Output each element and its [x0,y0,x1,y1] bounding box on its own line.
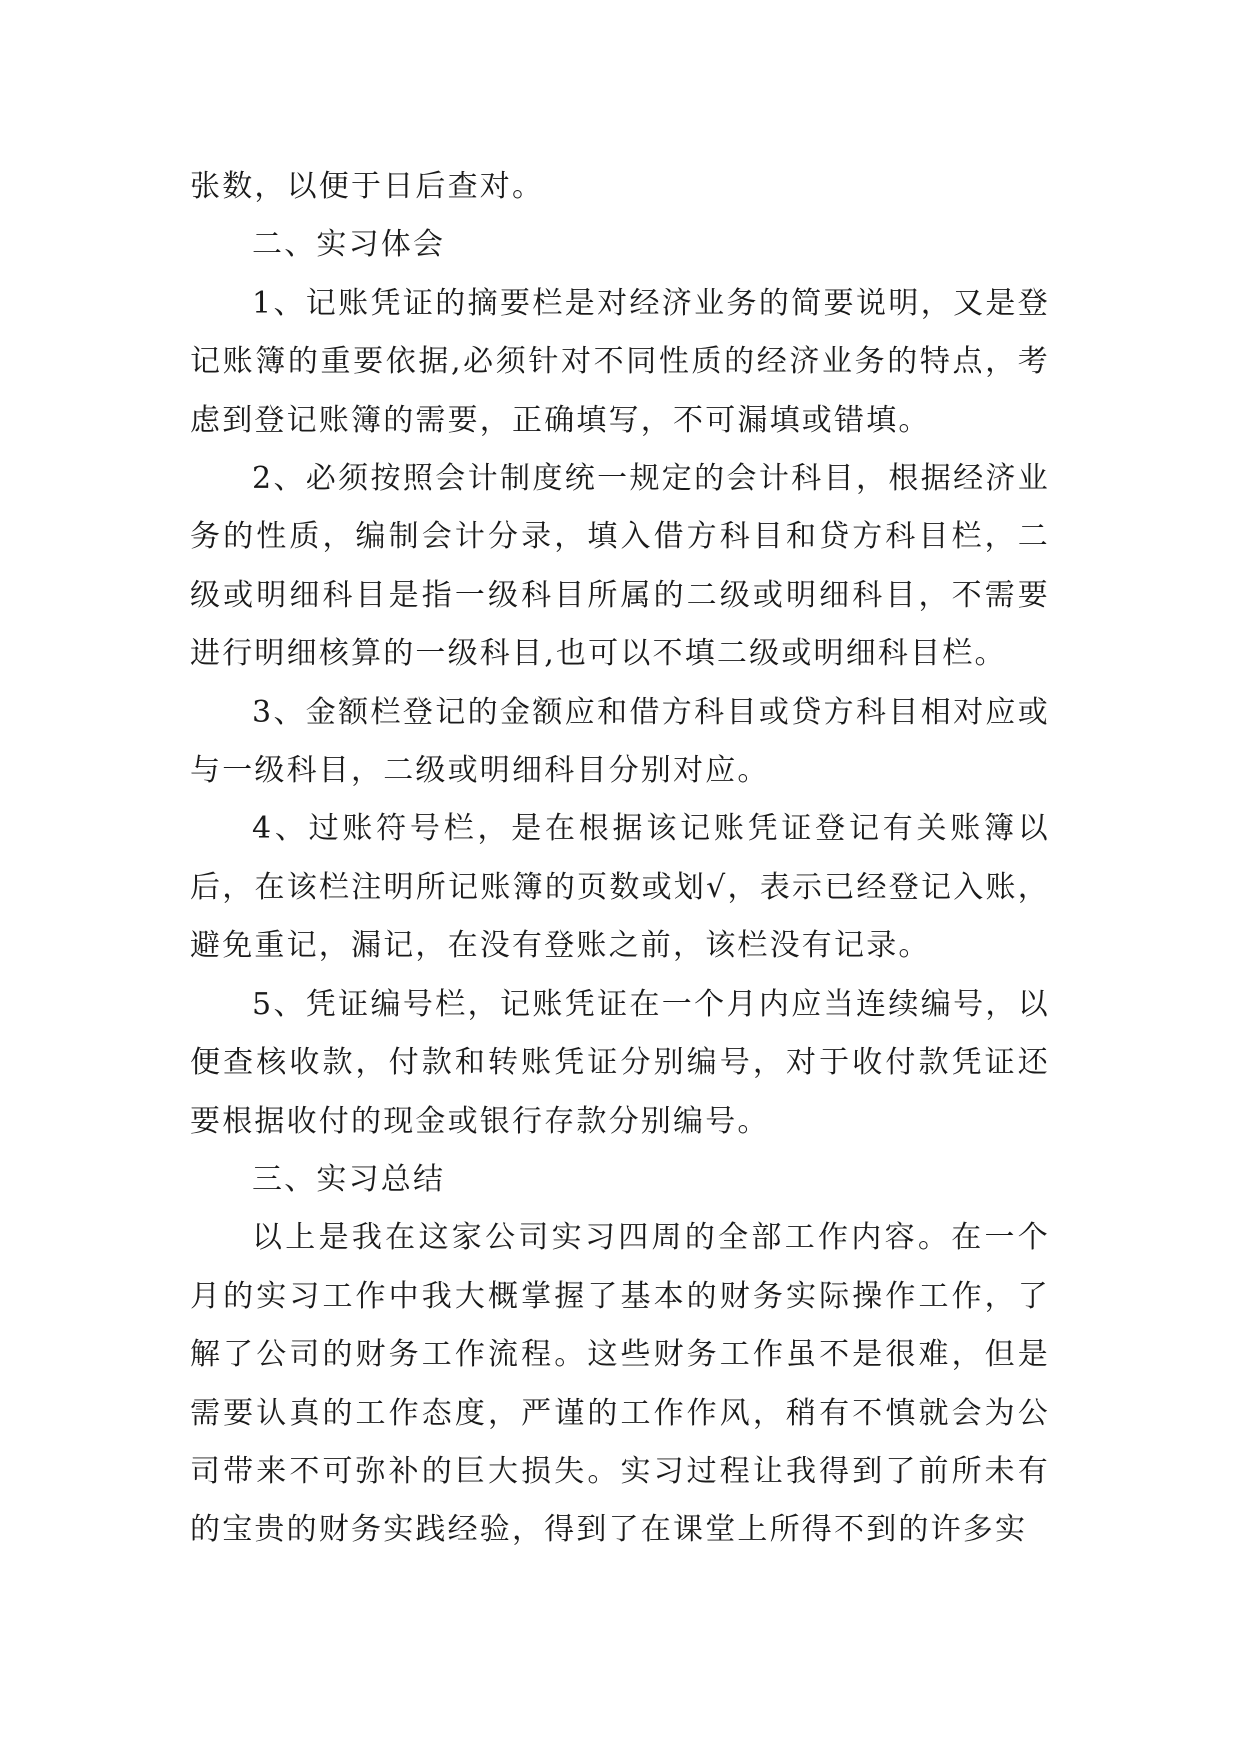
paragraph-point-1: 1、记账凭证的摘要栏是对经济业务的简要说明，又是登记账簿的重要依据,必须针对不同性质的经济业务的特点，考虑到登记账簿的需要，正确填写，不可漏填或错填。 [190,285,1050,438]
paragraph-continuation: 张数，以便于日后查对。 [190,169,545,204]
section-heading-internship-summary: 三、实习总结 [252,1161,446,1197]
paragraph-point-4: 4、过账符号栏，是在根据该记账凭证登记有关账簿以后，在该栏注明所记账簿的页数或划√，表示已经登记入账，避免重记，漏记，在没有登账之前，该栏没有记录。 [190,811,1050,964]
paragraph-point-3: 3、金额栏登记的金额应和借方科目或贷方科目相对应或与一级科目，二级或明细科目分别对应。 [190,694,1050,789]
paragraph-point-5: 5、凭证编号栏，记账凭证在一个月内应当连续编号，以便查核收款，付款和转账凭证分别编号，对于收付款凭证还要根据收付的现金或银行存款分别编号。 [190,986,1050,1139]
document-body [190,158,1050,1560]
paragraph-summary: 以上是我在这家公司实习四周的全部工作内容。在一个月的实习工作中我大概掌握了基本的财务实际操作工作，了解了公司的财务工作流程。这些财务工作虽不是很难，但是需要认真的工作态度，严谨的工作作风，稍有不慎就会为公司带来不可弥补的巨大损失。实习过程让我得到了前所未有的宝贵的财务实践经验，得到了在课堂上所得不到的许多实 [190,1220,1050,1548]
section-heading-internship-experience: 二、实习体会 [252,227,446,263]
paragraph-point-2: 2、必须按照会计制度统一规定的会计科目，根据经济业务的性质，编制会计分录，填入借方科目和贷方科目栏，二级或明细科目是指一级科目所属的二级或明细科目，不需要进行明细核算的一级科目,也可以不填二级或明细科目栏。 [190,461,1050,672]
